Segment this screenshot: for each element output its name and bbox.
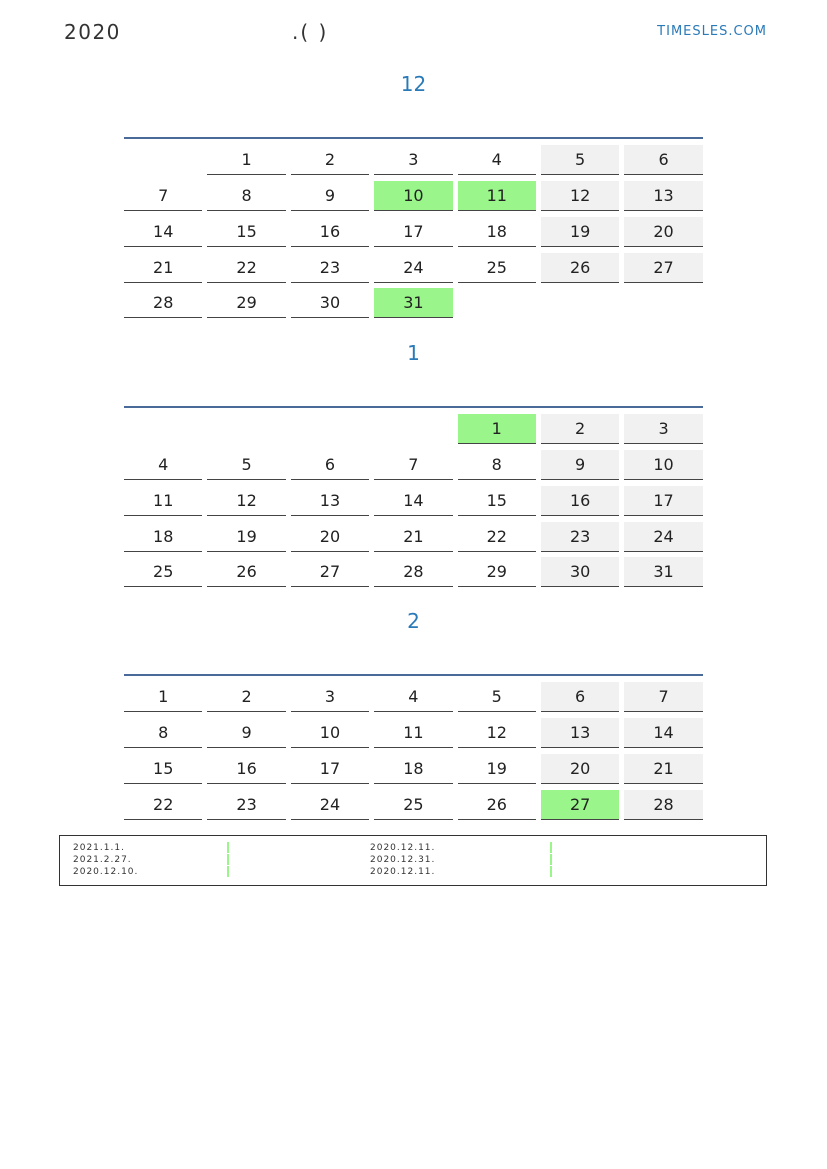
legend-left-date: 2020.12.10. — [73, 867, 139, 877]
calendar-empty-cell — [124, 145, 202, 175]
calendar-week-row — [124, 480, 703, 516]
legend-left-date: 2021.2.27. — [73, 855, 132, 865]
legend-marker — [227, 866, 229, 877]
month-title-feb: 2 — [407, 609, 420, 633]
calendar-day-cell: 12 — [207, 486, 285, 516]
calendar-day-cell: 10 — [374, 181, 452, 211]
calendar-day-cell: 8 — [207, 181, 285, 211]
calendar-day-cell: 13 — [624, 181, 702, 211]
calendar-empty-cell — [207, 414, 285, 444]
calendar-week-row — [124, 283, 703, 319]
calendar-day-cell: 20 — [291, 522, 369, 552]
calendar-day-cell: 13 — [541, 718, 619, 748]
calendar-day-cell: 2 — [541, 414, 619, 444]
calendar-week-row — [124, 444, 703, 480]
calendar-day-cell: 8 — [124, 718, 202, 748]
calendar-day-cell: 31 — [374, 288, 452, 318]
calendar-day-cell: 15 — [207, 217, 285, 247]
calendar-day-cell: 20 — [624, 217, 702, 247]
legend-left-date: 2021.1.1. — [73, 843, 125, 853]
calendar-day-cell: 10 — [291, 718, 369, 748]
calendar-day-cell: 16 — [541, 486, 619, 516]
calendar-week-row — [124, 175, 703, 211]
header-title: .( ) — [292, 20, 329, 44]
calendar-day-cell: 3 — [374, 145, 452, 175]
calendar-day-cell: 26 — [458, 790, 536, 820]
calendar-day-cell: 21 — [624, 754, 702, 784]
calendar-day-cell: 9 — [291, 181, 369, 211]
calendar-day-cell: 30 — [291, 288, 369, 318]
month-title-dec: 12 — [400, 72, 427, 96]
calendar-week-row — [124, 748, 703, 784]
calendar-day-cell: 21 — [124, 253, 202, 283]
calendar-day-cell: 16 — [207, 754, 285, 784]
legend-marker — [550, 854, 552, 865]
calendar-day-cell: 24 — [374, 253, 452, 283]
calendar-day-cell: 14 — [124, 217, 202, 247]
calendar-day-cell: 31 — [624, 557, 702, 587]
calendar-day-cell: 12 — [458, 718, 536, 748]
calendar-day-cell: 28 — [124, 288, 202, 318]
calendar-day-cell: 13 — [291, 486, 369, 516]
calendar-day-cell: 6 — [541, 682, 619, 712]
calendar-day-cell: 18 — [458, 217, 536, 247]
calendar-day-cell: 20 — [541, 754, 619, 784]
calendar-week-row — [124, 408, 703, 444]
calendar-day-cell: 26 — [541, 253, 619, 283]
calendar-day-cell: 17 — [291, 754, 369, 784]
legend-right-date: 2020.12.11. — [370, 843, 436, 853]
calendar-day-cell: 30 — [541, 557, 619, 587]
calendar-day-cell: 11 — [124, 486, 202, 516]
header-year: 2020 — [64, 20, 121, 44]
calendar-jan — [124, 406, 703, 587]
calendar-day-cell: 27 — [291, 557, 369, 587]
calendar-day-cell: 7 — [624, 682, 702, 712]
calendar-day-cell: 28 — [624, 790, 702, 820]
calendar-week-row — [124, 552, 703, 588]
month-title-jan: 1 — [407, 341, 420, 365]
calendar-day-cell: 17 — [374, 217, 452, 247]
calendar-feb — [124, 674, 703, 820]
legend-marker — [550, 866, 552, 877]
calendar-day-cell: 4 — [124, 450, 202, 480]
calendar-day-cell: 1 — [458, 414, 536, 444]
calendar-day-cell: 14 — [624, 718, 702, 748]
calendar-day-cell: 6 — [624, 145, 702, 175]
calendar-empty-cell — [458, 288, 536, 318]
calendar-day-cell: 1 — [207, 145, 285, 175]
legend-marker — [550, 842, 552, 853]
calendar-day-cell: 3 — [291, 682, 369, 712]
calendar-day-cell: 29 — [207, 288, 285, 318]
calendar-day-cell: 18 — [374, 754, 452, 784]
calendar-day-cell: 26 — [207, 557, 285, 587]
calendar-day-cell: 22 — [458, 522, 536, 552]
legend-right-date: 2020.12.11. — [370, 867, 436, 877]
calendar-empty-cell — [291, 414, 369, 444]
legend-right-date: 2020.12.31. — [370, 855, 436, 865]
calendar-day-cell: 22 — [207, 253, 285, 283]
calendar-day-cell: 9 — [207, 718, 285, 748]
calendar-day-cell: 29 — [458, 557, 536, 587]
calendar-week-row — [124, 712, 703, 748]
calendar-day-cell: 16 — [291, 217, 369, 247]
calendar-week-row — [124, 139, 703, 175]
calendar-day-cell: 19 — [458, 754, 536, 784]
calendar-day-cell: 27 — [624, 253, 702, 283]
calendar-day-cell: 12 — [541, 181, 619, 211]
calendar-day-cell: 3 — [624, 414, 702, 444]
calendar-day-cell: 2 — [291, 145, 369, 175]
calendar-day-cell: 10 — [624, 450, 702, 480]
calendar-day-cell: 21 — [374, 522, 452, 552]
calendar-day-cell: 18 — [124, 522, 202, 552]
calendar-day-cell: 11 — [374, 718, 452, 748]
site-link[interactable]: TIMESLES.COM — [657, 24, 767, 39]
calendar-day-cell: 8 — [458, 450, 536, 480]
calendar-day-cell: 24 — [291, 790, 369, 820]
calendar-empty-cell — [124, 414, 202, 444]
calendar-day-cell: 15 — [458, 486, 536, 516]
calendar-empty-cell — [374, 414, 452, 444]
calendar-empty-cell — [624, 288, 702, 318]
calendar-day-cell: 17 — [624, 486, 702, 516]
calendar-day-cell: 5 — [458, 682, 536, 712]
calendar-day-cell: 23 — [291, 253, 369, 283]
calendar-week-row — [124, 784, 703, 820]
calendar-week-row — [124, 676, 703, 712]
calendar-day-cell: 14 — [374, 486, 452, 516]
calendar-day-cell: 19 — [207, 522, 285, 552]
calendar-day-cell: 2 — [207, 682, 285, 712]
holiday-legend — [59, 835, 767, 886]
calendar-day-cell: 9 — [541, 450, 619, 480]
calendar-day-cell: 5 — [541, 145, 619, 175]
calendar-day-cell: 4 — [458, 145, 536, 175]
calendar-day-cell: 24 — [624, 522, 702, 552]
calendar-empty-cell — [541, 288, 619, 318]
calendar-day-cell: 19 — [541, 217, 619, 247]
calendar-day-cell: 15 — [124, 754, 202, 784]
calendar-day-cell: 27 — [541, 790, 619, 820]
legend-marker — [227, 854, 229, 865]
legend-marker — [227, 842, 229, 853]
calendar-day-cell: 1 — [124, 682, 202, 712]
calendar-week-row — [124, 211, 703, 247]
calendar-day-cell: 4 — [374, 682, 452, 712]
calendar-day-cell: 23 — [541, 522, 619, 552]
calendar-dec — [124, 137, 703, 318]
calendar-day-cell: 25 — [458, 253, 536, 283]
calendar-day-cell: 28 — [374, 557, 452, 587]
calendar-week-row — [124, 516, 703, 552]
calendar-day-cell: 7 — [374, 450, 452, 480]
calendar-day-cell: 5 — [207, 450, 285, 480]
calendar-day-cell: 22 — [124, 790, 202, 820]
calendar-day-cell: 25 — [124, 557, 202, 587]
calendar-day-cell: 6 — [291, 450, 369, 480]
calendar-day-cell: 7 — [124, 181, 202, 211]
calendar-day-cell: 23 — [207, 790, 285, 820]
calendar-day-cell: 25 — [374, 790, 452, 820]
calendar-day-cell: 11 — [458, 181, 536, 211]
calendar-week-row — [124, 247, 703, 283]
